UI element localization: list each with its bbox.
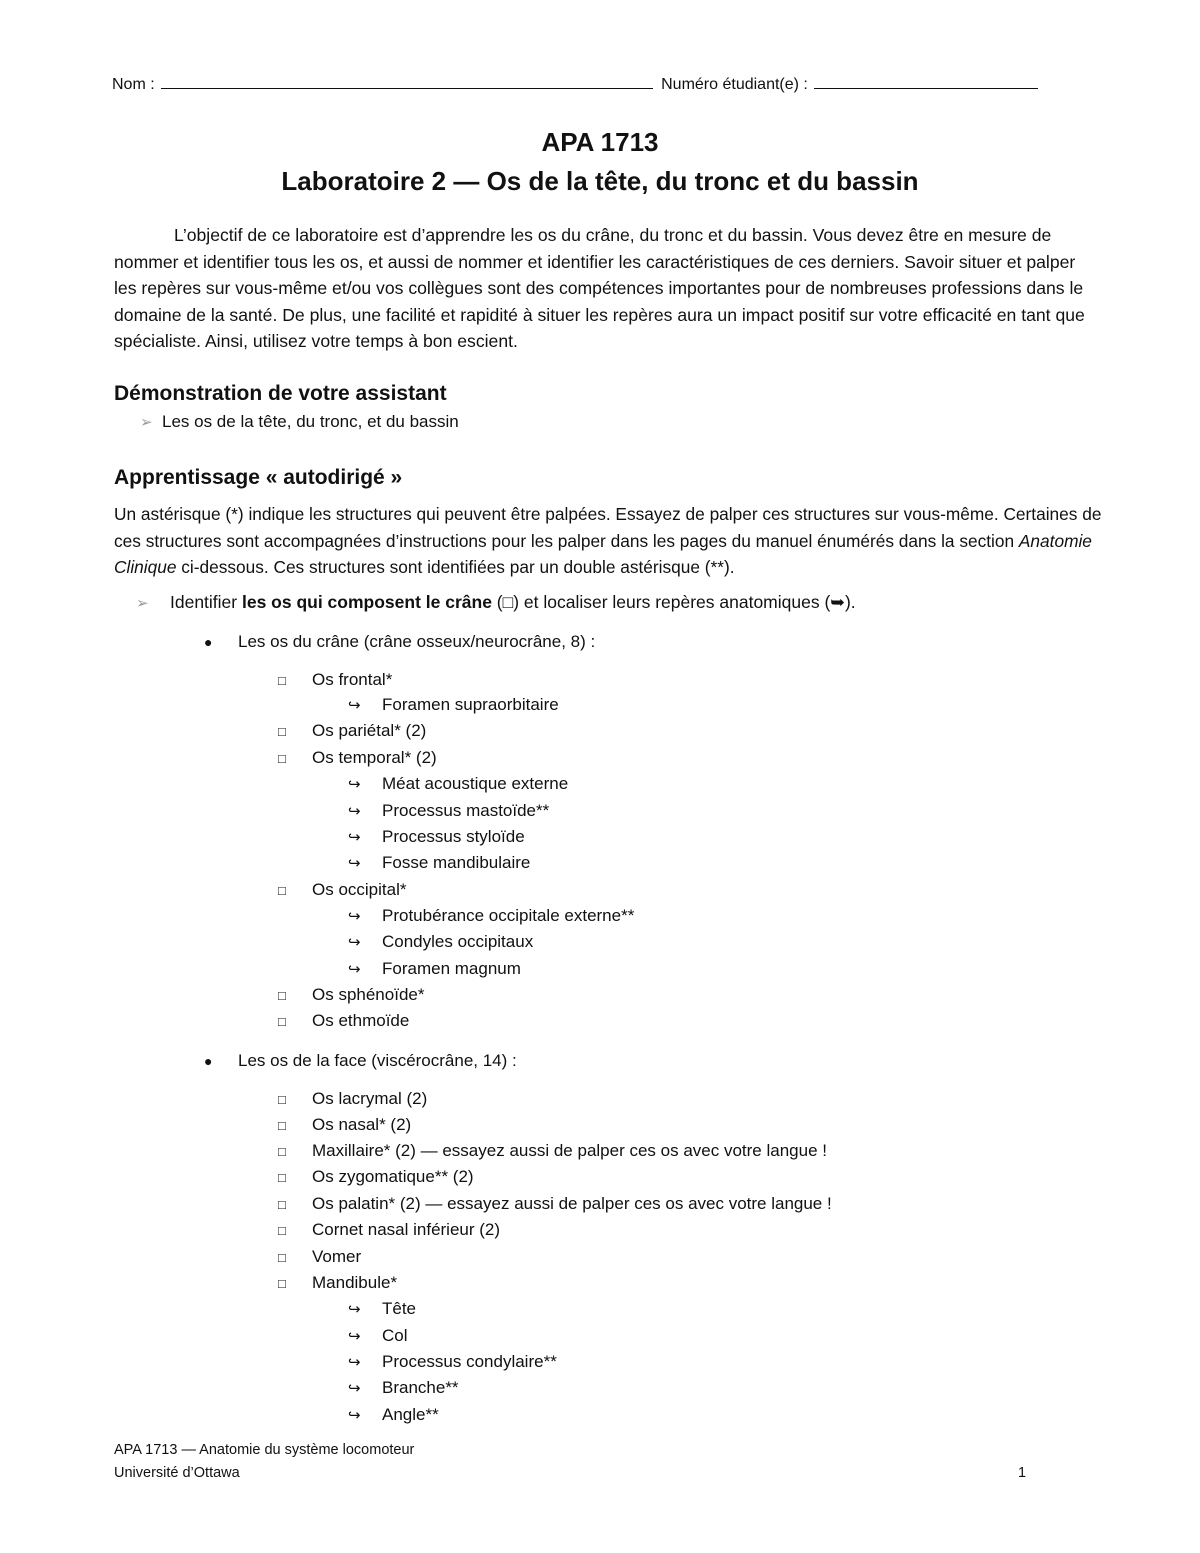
checkbox-square-icon: □: [278, 1250, 286, 1265]
sub-item: [348, 906, 634, 926]
checkbox-square-icon: □: [278, 1223, 286, 1238]
footer-course: APA 1713 — Anatomie du système locomoteur: [114, 1442, 415, 1458]
sub-item-label: Foramen supraorbitaire: [382, 695, 559, 714]
list-item-vomer: [278, 1247, 361, 1267]
item-label: Os temporal* (2): [312, 748, 437, 767]
sub-item-label: Col: [382, 1326, 408, 1345]
checkbox-square-icon: □: [278, 1118, 286, 1133]
checkbox-square-icon: □: [278, 1014, 286, 1029]
hook-arrow-icon: ↪: [348, 1407, 361, 1424]
list-item-os-frontal: [278, 670, 392, 690]
checkbox-square-icon: □: [278, 1170, 286, 1185]
list-item-maxillaire: [278, 1141, 827, 1161]
name-blank: [161, 74, 653, 89]
list-item-os-nasal: [278, 1115, 411, 1135]
page-number: 1: [1018, 1465, 1027, 1481]
item-label: Os ethmoïde: [312, 1011, 410, 1030]
sub-item-label: Angle**: [382, 1405, 439, 1424]
instruction-line: [136, 592, 856, 613]
item-label: Os palatin* (2) — essayez aussi de palper ces os avec votre langue !: [312, 1194, 832, 1213]
hook-arrow-icon: ↪: [348, 776, 361, 793]
self-directed-paragraph: [114, 501, 1104, 581]
sub-item: [348, 774, 568, 794]
hook-arrow-icon: ↪: [348, 934, 361, 951]
item-label: Maxillaire* (2) — essayez aussi de palper ces os avec votre langue !: [312, 1141, 827, 1160]
list-item-os-zygomatique: [278, 1167, 474, 1187]
list-item-os-lacrymal: [278, 1089, 427, 1109]
lab-title: Laboratoire 2 — Os de la tête, du tronc et du bassin: [281, 166, 919, 196]
list-item-os-parietal: [278, 721, 426, 741]
face-group-heading: [204, 1051, 517, 1071]
item-label: Os pariétal* (2): [312, 721, 427, 740]
checkbox-square-icon: □: [278, 988, 286, 1003]
student-number-label: Numéro étudiant(e) :: [661, 76, 808, 93]
checkbox-square-icon: □: [278, 1197, 286, 1212]
hook-arrow-icon: ↪: [348, 803, 361, 820]
sub-item-label: Processus mastoïde**: [382, 801, 550, 820]
sub-item-label: Tête: [382, 1299, 417, 1318]
para-text-2: ci-dessous. Ces structures sont identifiées par un double astérisque (**).: [176, 557, 735, 577]
sub-item: [348, 853, 530, 873]
intro-paragraph: [114, 222, 1090, 355]
sub-item-label: Méat acoustique externe: [382, 774, 569, 793]
sub-item: [348, 1378, 459, 1398]
item-label: Os zygomatique** (2): [312, 1167, 474, 1186]
sub-item: [348, 1299, 416, 1319]
hook-arrow-icon: ↪: [348, 697, 361, 714]
bullet-dot-icon: ●: [204, 634, 213, 650]
list-item-os-ethmoide: [278, 1011, 409, 1031]
sub-item-label: Processus styloïde: [382, 827, 525, 846]
list-item-os-temporal: [278, 748, 437, 768]
arrow-bullet-icon: ➢: [136, 595, 149, 612]
hook-arrow-icon: ↪: [348, 1354, 361, 1371]
course-code-title: APA 1713: [541, 127, 659, 157]
list-item-mandibule: [278, 1273, 397, 1293]
sub-item: [348, 932, 533, 952]
list-item-os-occipital: [278, 880, 406, 900]
sub-item-label: Branche**: [382, 1378, 459, 1397]
item-label: Os occipital*: [312, 880, 407, 899]
sub-item: [348, 695, 559, 715]
sub-item-label: Protubérance occipitale externe**: [382, 906, 635, 925]
sub-item-label: Processus condylaire**: [382, 1352, 557, 1371]
hook-arrow-icon: ↪: [348, 1301, 361, 1318]
intro-text: L’objectif de ce laboratoire est d’apprendre les os du crâne, du tronc et du bassin. Vous devez être en mesure de nommer et identifier tous les os, et aussi de nommer et identifier les caractéristiques de ces derniers. Savoir situer et palper les repères sur vous-même et/ou vos collègues sont des compétences importantes pour de nombreuses professions dans le domaine de la santé. De plus, une facilité et rapidité à situer les repères aura un impact positif sur votre efficacité en tant que spécialiste. Ainsi, utilisez votre temps à bon escient.: [114, 225, 1085, 351]
sub-item: [348, 1405, 439, 1425]
demo-list-item: [140, 412, 459, 432]
checkbox-square-icon: □: [278, 883, 286, 898]
instruction-bold: les os qui composent le crâne: [241, 592, 492, 612]
hook-arrow-icon: ↪: [348, 961, 361, 978]
demo-item-text: Les os de la tête, du tronc, et du bassin: [162, 412, 459, 431]
self-directed-heading: Apprentissage « autodirigé »: [114, 466, 403, 489]
sub-item-label: Condyles occipitaux: [382, 932, 534, 951]
checkbox-square-icon: □: [278, 1092, 286, 1107]
cranium-heading-text: Les os du crâne (crâne osseux/neurocrâne, 8) :: [238, 632, 596, 651]
instruction-suffix: (□) et localiser leurs repères anatomiques (➥).: [491, 592, 856, 612]
demo-heading: Démonstration de votre assistant: [114, 382, 447, 405]
checkbox-square-icon: □: [278, 724, 286, 739]
cranium-group-heading: [204, 632, 595, 652]
para-italic-anatomie-clinique: Anatomie Clinique: [114, 530, 1092, 577]
hook-arrow-icon: ↪: [348, 829, 361, 846]
name-label: Nom :: [112, 76, 155, 93]
hook-arrow-icon: ↪: [348, 1328, 361, 1345]
item-label: Mandibule*: [312, 1273, 398, 1292]
sub-item: [348, 1352, 557, 1372]
item-label: Os sphénoïde*: [312, 985, 425, 1004]
hook-arrow-icon: ↪: [348, 1380, 361, 1397]
item-label: Cornet nasal inférieur (2): [312, 1220, 501, 1239]
sub-item: [348, 827, 525, 847]
checkbox-square-icon: □: [278, 751, 286, 766]
list-item-os-sphenoide: [278, 985, 424, 1005]
item-label: Os frontal*: [312, 670, 393, 689]
instruction-prefix: Identifier: [170, 592, 242, 612]
item-label: Os nasal* (2): [312, 1115, 412, 1134]
sub-item: [348, 1326, 408, 1346]
item-label: Os lacrymal (2): [312, 1089, 428, 1108]
sub-item: [348, 801, 549, 821]
checkbox-square-icon: □: [278, 1144, 286, 1159]
face-heading-text: Les os de la face (viscérocrâne, 14) :: [238, 1051, 517, 1070]
footer-university: Université d’Ottawa: [114, 1465, 240, 1481]
hook-arrow-icon: ↪: [348, 855, 361, 872]
arrow-bullet-icon: ➢: [140, 414, 153, 431]
list-item-os-palatin: [278, 1194, 832, 1214]
checkbox-square-icon: □: [278, 1276, 286, 1291]
para-text-1: Un astérisque (*) indique les structures qui peuvent être palpées. Essayez de palper ces structures sur vous-même. Certaines de ces structures sont accompagnées d’instructions pour les palper dans les pages du manuel énumérés dans la section: [114, 504, 1102, 551]
list-item-cornet-nasal: [278, 1220, 500, 1240]
item-label: Vomer: [312, 1247, 362, 1266]
student-number-blank: [814, 74, 1038, 89]
student-info-line: [112, 74, 1038, 94]
checkbox-square-icon: □: [278, 673, 286, 688]
sub-item: [348, 959, 521, 979]
bullet-dot-icon: ●: [204, 1053, 213, 1069]
sub-item-label: Fosse mandibulaire: [382, 853, 531, 872]
sub-item-label: Foramen magnum: [382, 959, 521, 978]
hook-arrow-icon: ↪: [348, 908, 361, 925]
